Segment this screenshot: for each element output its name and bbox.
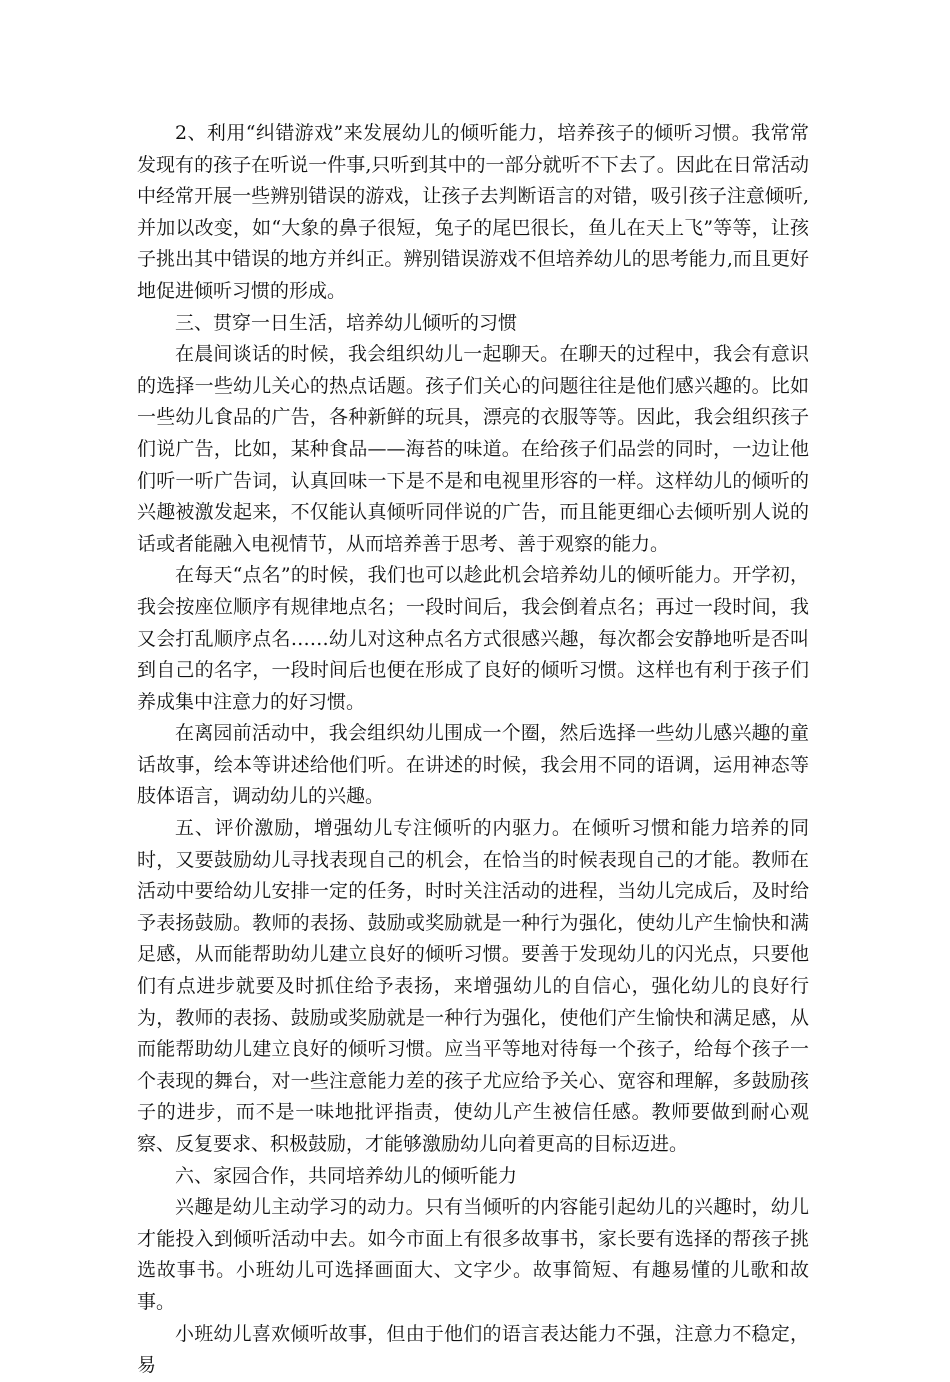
paragraph-small-class: 小班幼儿喜欢倾听故事，但由于他们的语言表达能力不强，注意力不稳定，易 (137, 1322, 809, 1377)
paragraph-before-leaving: 在离园前活动中，我会组织幼儿围成一个圈，然后选择一些幼儿感兴趣的童话故事，绘本等讲述给他们听。在讲述的时候，我会用不同的语调，运用神态等肢体语言，调动幼儿的兴趣。 (137, 722, 809, 808)
document-body (137, 118, 809, 1382)
heading-home-school: 六、家园合作，共同培养幼儿的倾听能力 (175, 1164, 518, 1187)
paragraph-evaluation-encouragement: 五、评价激励，增强幼儿专注倾听的内驱力。在倾听习惯和能力培养的同时，又要鼓励幼儿寻找表现自己的机会，在恰当的时候表现自己的才能。教师在活动中要给幼儿安排一定的任务，时时关注活动的进程，当幼儿完成后，及时给予表扬鼓励。教师的表扬、鼓励或奖励就是一种行为强化，使幼儿产生愉快和满足感，从而能帮助幼儿建立良好的倾听习惯。要善于发现幼儿的闪光点，只要他们有点进步就要及时抓住给予表扬，来增强幼儿的自信心，强化幼儿的良好行为，教师的表扬、鼓励或奖励就是一种行为强化，使他们产生愉快和满足感，从而能帮助幼儿建立良好的倾听习惯。应当平等地对待每一个孩子，给每个孩子一个表现的舞台，对一些注意能力差的孩子尤应给予关心、宽容和理解，多鼓励孩子的进步，而不是一味地批评指责，使幼儿产生被信任感。教师要做到耐心观察、反复要求、积极鼓励，才能够激励幼儿向着更高的目标迈进。 (137, 817, 809, 1155)
paragraph-correction-game: 2、利用“纠错游戏”来发展幼儿的倾听能力，培养孩子的倾听习惯。我常常发现有的孩子在听说一件事,只听到其中的一部分就听不下去了。因此在日常活动中经常开展一些辨别错误的游戏，让孩子去判断语言的对错，吸引孩子注意倾听,并加以改变，如“大象的鼻子很短，兔子的尾巴很长，鱼儿在天上飞”等等，让孩子挑出其中错误的地方并纠正。辨别错误游戏不但培养幼儿的思考能力,而且更好地促进倾听习惯的形成。 (137, 122, 809, 302)
paragraph-roll-call: 在每天“点名”的时候，我们也可以趁此机会培养幼儿的倾听能力。开学初，我会按座位顺序有规律地点名；一段时间后，我会倒着点名；再过一段时间，我又会打乱顺序点名……幼儿对这种点名方式很感兴趣，每次都会安静地听是否叫到自己的名字，一段时间后也便在形成了良好的倾听习惯。这样也有利于孩子们养成集中注意力的好习惯。 (137, 564, 809, 713)
paragraph-morning-talk: 在晨间谈话的时候，我会组织幼儿一起聊天。在聊天的过程中，我会有意识的选择一些幼儿关心的热点话题。孩子们关心的问题往往是他们感兴趣的。比如一些幼儿食品的广告，各种新鲜的玩具，漂亮的衣服等等。因此，我会组织孩子们说广告，比如，某种食品——海苔的味道。在给孩子们品尝的同时，一边让他们听一听广告词，认真回味一下是不是和电视里形容的一样。这样幼儿的倾听的兴趣被激发起来，不仅能认真倾听同伴说的广告，而且能更细心去倾听别人说的话或者能融入电视情节，从而培养善于思考、善于观察的能力。 (137, 343, 809, 555)
paragraph-interest: 兴趣是幼儿主动学习的动力。只有当倾听的内容能引起幼儿的兴趣时，幼儿才能投入到倾听活动中去。如今市面上有很多故事书，家长要有选择的帮孩子挑选故事书。小班幼儿可选择画面大、文字少。故事简短、有趣易懂的儿歌和故事。 (137, 1196, 809, 1313)
heading-daily-life: 三、贯穿一日生活，培养幼儿倾听的习惯 (175, 311, 518, 334)
